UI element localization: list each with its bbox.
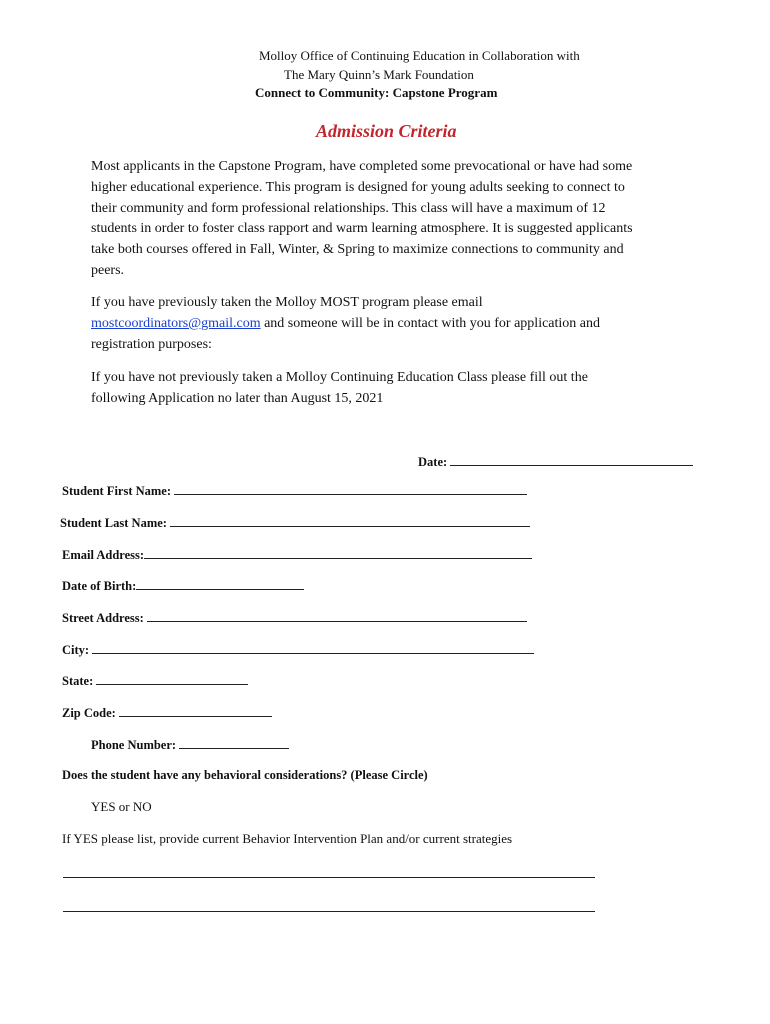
- admission-criteria-heading: Admission Criteria: [316, 121, 457, 141]
- phone-input-line[interactable]: [179, 736, 289, 749]
- intro-line: students in order to foster class rapport and warm learning atmosphere. It is suggested applicants: [91, 221, 633, 237]
- state-field: [62, 672, 248, 689]
- header-line-1: Molloy Office of Continuing Education in Collaboration with: [259, 48, 580, 63]
- date-input-line[interactable]: [450, 453, 693, 466]
- header-line-2: The Mary Quinn’s Mark Foundation: [284, 67, 474, 82]
- intro-line: higher educational experience. This program is designed for young adults seeking to connect to: [91, 179, 625, 195]
- city-field: [62, 641, 534, 658]
- application-deadline-paragraph: [91, 368, 691, 410]
- street-address-field: [62, 609, 527, 626]
- first-name-field: [62, 482, 527, 499]
- most-line-3: registration purposes:: [91, 336, 212, 352]
- street-label: Street Address:: [62, 611, 144, 625]
- most-line-2: [91, 314, 691, 335]
- city-input-line[interactable]: [92, 641, 534, 654]
- zip-label: Zip Code:: [62, 706, 116, 720]
- last-name-field: [60, 514, 530, 531]
- behavior-plan-instructions: If YES please list, provide current Behavior Intervention Plan and/or current strategies: [62, 831, 513, 846]
- intro-paragraph: [91, 157, 691, 282]
- dob-field: [62, 577, 304, 594]
- deadline-line-1: If you have not previously taken a Molloy Continuing Education Class please fill out the: [91, 370, 588, 385]
- email-label: Email Address:: [62, 548, 145, 562]
- zip-field: [62, 704, 272, 721]
- intro-line: peers.: [91, 262, 125, 278]
- most-line-1: If you have previously taken the Molloy MOST program please email: [91, 295, 483, 310]
- phone-field: [91, 736, 289, 753]
- email-field: [62, 546, 532, 563]
- state-label: State:: [62, 674, 94, 688]
- dob-input-line[interactable]: [136, 577, 304, 590]
- date-label: Date:: [418, 455, 448, 469]
- last-name-label: Student Last Name:: [60, 516, 167, 530]
- program-title: Connect to Community: Capstone Program: [255, 85, 498, 100]
- zip-input-line[interactable]: [119, 704, 272, 717]
- dob-label: Date of Birth:: [62, 579, 137, 593]
- first-name-input-line[interactable]: [174, 482, 527, 495]
- state-input-line[interactable]: [96, 672, 248, 685]
- yes-no-option[interactable]: YES or NO: [91, 799, 152, 814]
- intro-line: their community and form professional relationships. This class will have a maximum of 12: [91, 200, 606, 216]
- city-label: City:: [62, 643, 90, 657]
- last-name-input-line[interactable]: [170, 514, 530, 527]
- behavior-question: Does the student have any behavioral considerations? (Please Circle): [62, 768, 428, 782]
- email-input-line[interactable]: [144, 546, 532, 559]
- deadline-line-2: following Application no later than August 15, 2021: [91, 390, 384, 406]
- behavior-answer-line-1[interactable]: [63, 877, 595, 878]
- street-input-line[interactable]: [147, 609, 527, 622]
- most-line-2-rest: and someone will be in contact with you for application and: [260, 315, 601, 331]
- phone-label: Phone Number:: [91, 738, 177, 752]
- first-name-label: Student First Name:: [62, 484, 172, 498]
- intro-line: Most applicants in the Capstone Program, have completed some prevocational or have had some: [91, 159, 633, 174]
- behavior-answer-line-2[interactable]: [63, 911, 595, 912]
- date-field: [418, 453, 693, 470]
- most-program-paragraph: [91, 293, 691, 355]
- email-link[interactable]: mostcoordinators@gmail.com: [91, 315, 261, 331]
- intro-line: take both courses offered in Fall, Winter, & Spring to maximize connections to community and: [91, 242, 624, 258]
